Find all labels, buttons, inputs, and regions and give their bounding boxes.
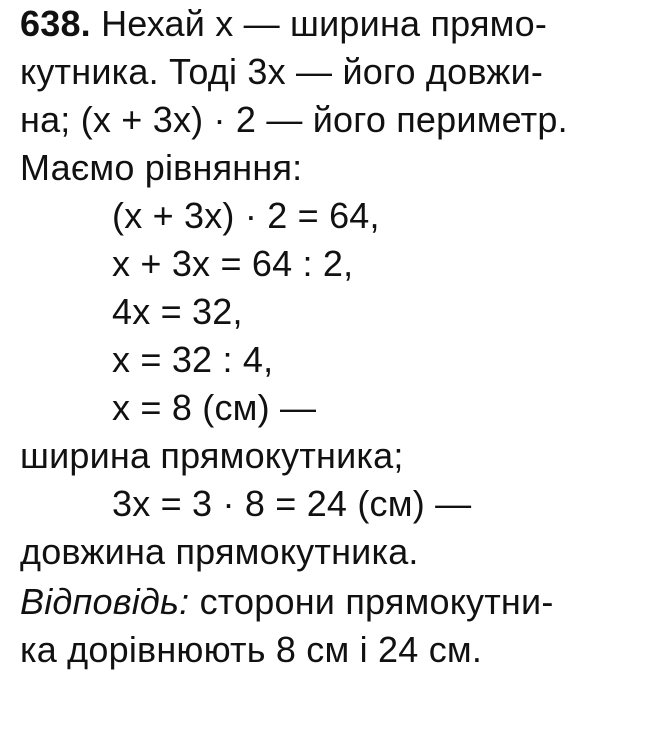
equation-6 (112, 482, 471, 526)
problem-text-4: Маємо рівняння: (20, 147, 303, 188)
answer-label: Відповідь: (20, 581, 190, 622)
problem-line-4 (20, 146, 302, 190)
equation-6-text: 3x = 3 · 8 = 24 (см) — (112, 483, 472, 524)
length-label (20, 530, 419, 574)
problem-line-2 (20, 50, 543, 94)
equation-5-text: x = 8 (см) — (112, 387, 317, 428)
equation-5 (112, 386, 316, 430)
length-label-text: довжина прямокутника. (20, 531, 419, 572)
problem-text-3: на; (x + 3x) · 2 — його периметр. (20, 99, 568, 140)
width-label-text: ширина прямокутника; (20, 435, 404, 476)
equation-2-text: x + 3x = 64 : 2, (112, 243, 354, 284)
equation-4 (112, 338, 273, 382)
problem-text-1: Нехай x — ширина прямо- (101, 3, 548, 44)
problem-number: 638. (20, 3, 91, 44)
equation-2 (112, 242, 353, 286)
answer-line-1 (20, 580, 554, 624)
answer-text-1: сторони прямокутни- (189, 581, 554, 622)
answer-text-2: ка дорівнюють 8 см і 24 см. (20, 629, 483, 670)
equation-1 (112, 194, 380, 238)
width-label (20, 434, 404, 478)
equation-3 (112, 290, 243, 334)
answer-line-2 (20, 628, 482, 672)
equation-4-text: x = 32 : 4, (112, 339, 274, 380)
problem-line-3 (20, 98, 568, 142)
equation-1-text: (x + 3x) · 2 = 64, (112, 195, 380, 236)
equation-3-text: 4x = 32, (112, 291, 243, 332)
problem-line-1 (20, 2, 547, 46)
problem-text-2: кутника. Тоді 3x — його довжи- (20, 51, 544, 92)
